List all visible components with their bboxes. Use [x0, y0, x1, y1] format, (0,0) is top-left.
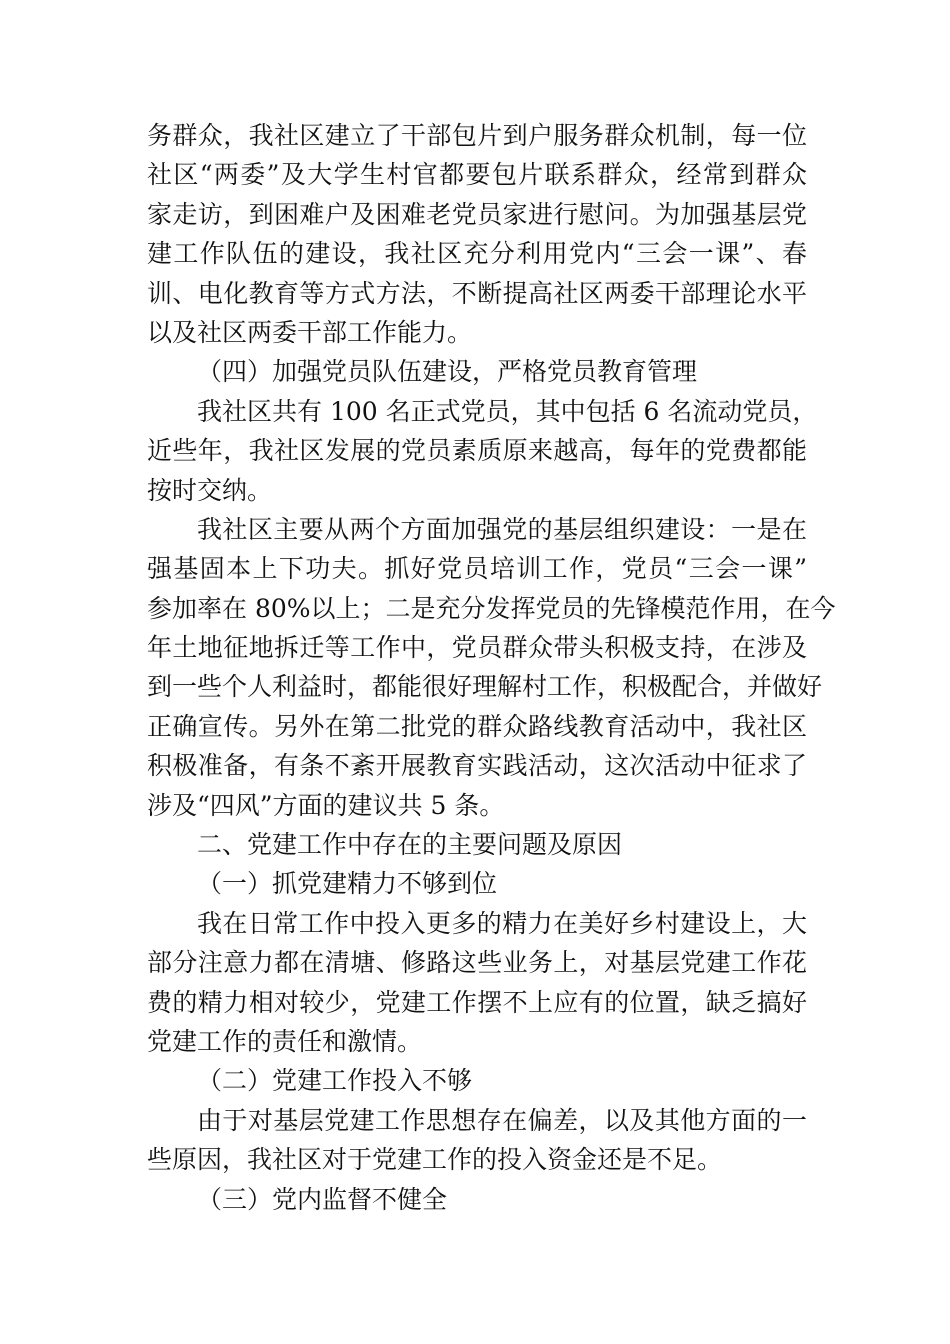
text-line: （四）加强党员队伍建设，严格党员教育管理	[197, 357, 698, 387]
text-line: （一）抓党建精力不够到位	[197, 869, 498, 899]
text-line: 党建工作的责任和激情。	[147, 1026, 423, 1056]
text-line: 我社区主要从两个方面加强党的基层组织建设：一是在	[197, 514, 807, 544]
document-body	[147, 116, 836, 1219]
text-line: 到一些个人利益时，都能很好理解村工作，积极配合，并做好	[147, 672, 823, 702]
text-line: 年土地征地拆迁等工作中，党员群众带头积极支持，在涉及	[147, 633, 807, 663]
text-line: 建工作队伍的建设，我社区充分利用党内“三会一课”、春	[147, 239, 807, 269]
text-line: 以及社区两委干部工作能力。	[147, 317, 473, 347]
text-line: 社区“两委”及大学生村官都要包片联系群众，经常到群众	[147, 160, 807, 190]
text-line: 务群众，我社区建立了干部包片到户服务群众机制，每一位	[147, 121, 807, 150]
text-line: 按时交纳。	[147, 475, 273, 505]
text-line: 由于对基层党建工作思想存在偏差，以及其他方面的一	[197, 1105, 807, 1135]
text-line: 费的精力相对较少，党建工作摆不上应有的位置，缺乏搞好	[147, 987, 807, 1017]
text-line: 参加率在 80%以上；二是充分发挥党员的先锋模范作用，在今	[147, 593, 836, 623]
text-line: 强基固本上下功夫。抓好党员培训工作，党员“三会一课”	[147, 554, 807, 584]
text-line: 积极准备，有条不紊开展教育实践活动，这次活动中征求了	[147, 751, 807, 781]
text-line: 正确宣传。另外在第二批党的群众路线教育活动中，我社区	[147, 711, 807, 741]
text-line: （三）党内监督不健全	[197, 1184, 448, 1214]
text-line: （二）党建工作投入不够	[197, 1066, 473, 1096]
text-line: 家走访，到困难户及困难老党员家进行慰问。为加强基层党	[147, 199, 807, 229]
text-line: 些原因，我社区对于党建工作的投入资金还是不足。	[147, 1145, 723, 1175]
text-line: 部分注意力都在清塘、修路这些业务上，对基层党建工作花	[147, 948, 807, 978]
text-line: 我在日常工作中投入更多的精力在美好乡村建设上，大	[197, 908, 807, 938]
text-line: 近些年，我社区发展的党员素质原来越高，每年的党费都能	[147, 436, 807, 466]
text-line: 我社区共有 100 名正式党员，其中包括 6 名流动党员，	[197, 396, 818, 426]
text-line: 二、党建工作中存在的主要问题及原因	[197, 830, 623, 860]
text-line: 训、电化教育等方式方法，不断提高社区两委干部理论水平	[147, 278, 807, 308]
text-line: 涉及“四风”方面的建议共 5 条。	[147, 790, 505, 820]
